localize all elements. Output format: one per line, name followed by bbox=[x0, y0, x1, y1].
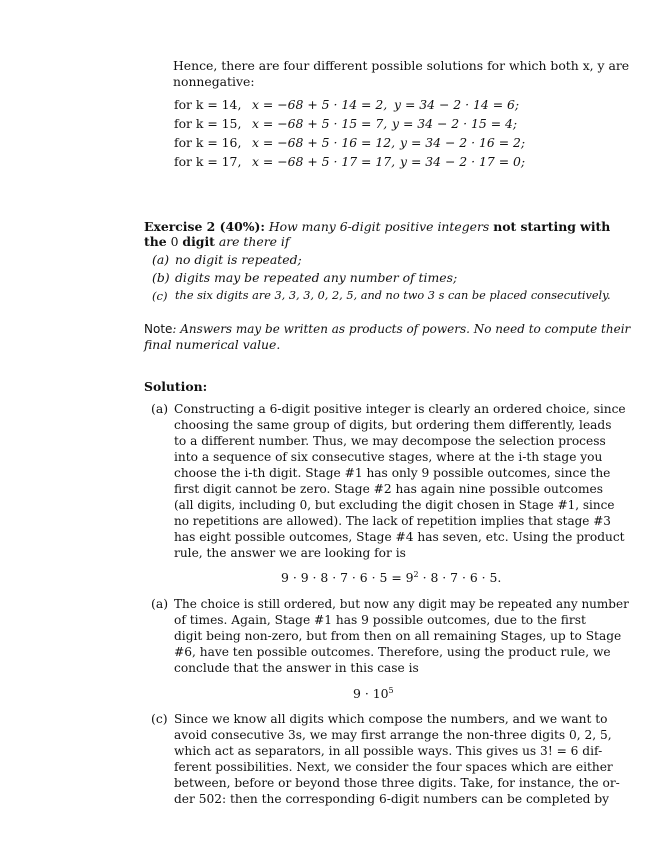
solution-c-line: der 502: then the corresponding 6-digit numbers can be completed by bbox=[174, 792, 610, 806]
note-line-1 bbox=[144, 321, 630, 337]
table-row-y: y = 34 − 2 · 15 = 4; bbox=[392, 116, 518, 131]
eq-a-exponent: 2 bbox=[413, 570, 419, 579]
intro-line-1: Hence, there are four different possible solutions for which both x, y are bbox=[173, 58, 630, 73]
solution-a-line: rule, the answer we are looking for is bbox=[174, 546, 406, 560]
intro-line-2: nonnegative: bbox=[173, 74, 255, 89]
exercise-label: Exercise 2 (40%): bbox=[144, 219, 265, 234]
table-row-y: y = 34 − 2 · 16 = 2; bbox=[400, 135, 526, 150]
solution-a-equation bbox=[281, 567, 501, 586]
table-row-for: for k = 16, bbox=[174, 135, 242, 150]
eq-b-exponent: 5 bbox=[388, 686, 394, 695]
solution-c-line: between, before or beyond those three digits. Take, for instance, the or- bbox=[174, 776, 620, 790]
note-text: : Answers may be written as products of powers. No need to compute their bbox=[172, 322, 631, 336]
solution-c-line: ferent possibilities. Next, we consider the four spaces which are either bbox=[174, 760, 613, 774]
solution-c-line: Since we know all digits which compose the numbers, and we want to bbox=[174, 712, 608, 726]
exercise-item-text: no digit is repeated; bbox=[175, 252, 302, 267]
solution-c-line: which act as separators, in all possible ways. This gives us 3! = 6 dif- bbox=[174, 744, 603, 758]
table-row-for: for k = 17, bbox=[174, 154, 242, 169]
exercise-question: How many 6-digit positive integers bbox=[268, 219, 490, 234]
exercise-question-tail: are there if bbox=[218, 234, 290, 249]
solution-a-line: no repetitions are allowed). The lack of repetition implies that stage #3 bbox=[174, 514, 611, 528]
solution-b-line: digit being non-zero, but from then on all remaining Stages, up to Stage bbox=[174, 629, 622, 643]
table-row-y: y = 34 − 2 · 17 = 0; bbox=[400, 154, 526, 169]
solution-b-line: conclude that the answer in this case is bbox=[174, 661, 419, 675]
solution-c-mark: (c) bbox=[151, 711, 168, 726]
exercise-prompt-line-1 bbox=[144, 219, 611, 235]
solution-b-line: The choice is still ordered, but now any digit may be repeated any number bbox=[174, 597, 629, 611]
solution-b-line: #6, have ten possible outcomes. Therefore, using the product rule, we bbox=[174, 645, 611, 659]
exercise-emphasis-the: the bbox=[144, 234, 167, 249]
table-row-x: x = −68 + 5 · 16 = 12, bbox=[252, 135, 396, 150]
solution-a-line: to a different number. Thus, we may decompose the selection process bbox=[174, 434, 606, 448]
solution-a-line: (all digits, including 0, but excluding the digit chosen in Stage #1, since bbox=[174, 498, 615, 512]
eq-a-left: 9 · 9 · 8 · 7 · 6 · 5 = 9 bbox=[281, 570, 414, 585]
solution-c-line: avoid consecutive 3s, we may first arrange the non-three digits 0, 2, 5, bbox=[174, 728, 612, 742]
solution-b-equation bbox=[353, 683, 394, 702]
note-label: Note bbox=[144, 322, 173, 336]
solution-b-mark: (a) bbox=[151, 596, 169, 611]
eq-a-right: · 8 · 7 · 6 · 5. bbox=[418, 570, 502, 585]
solution-a-line: into a sequence of six consecutive stages, where at the i-th stage you bbox=[174, 450, 603, 464]
exercise-item-text: digits may be repeated any number of times; bbox=[175, 270, 458, 285]
solution-a-line: choose the i-th digit. Stage #1 has only 9 possible outcomes, since the bbox=[174, 466, 611, 480]
table-row-x: x = −68 + 5 · 15 = 7, bbox=[252, 116, 388, 131]
solution-a-line: first digit cannot be zero. Stage #2 has again nine possible outcomes bbox=[174, 482, 603, 496]
exercise-item-mark: (b) bbox=[152, 270, 170, 285]
eq-b-left: 9 · 10 bbox=[353, 686, 389, 701]
exercise-emphasis-digit: digit bbox=[182, 234, 215, 249]
exercise-prompt-line-2 bbox=[144, 234, 289, 250]
table-row-y: y = 34 − 2 · 14 = 6; bbox=[394, 97, 520, 112]
table-row-for: for k = 15, bbox=[174, 116, 242, 131]
solution-a-line: has eight possible outcomes, Stage #4 has seven, etc. Using the product bbox=[174, 530, 625, 544]
exercise-emphasis: not starting with bbox=[493, 219, 611, 234]
note-line-2: final numerical value. bbox=[144, 337, 281, 352]
solution-a-mark: (a) bbox=[151, 401, 169, 416]
solution-heading: Solution: bbox=[144, 379, 208, 394]
solution-a-line: Constructing a 6-digit positive integer is clearly an ordered choice, since bbox=[174, 402, 626, 416]
exercise-zero: 0 bbox=[170, 234, 179, 249]
exercise-item-mark: (c) bbox=[152, 289, 168, 303]
solution-a-line: choosing the same group of digits, but ordering them differently, leads bbox=[174, 418, 612, 432]
exercise-item-text: the six digits are 3, 3, 3, 0, 2, 5, and no two 3 s can be placed consecutively. bbox=[175, 289, 611, 302]
table-row-x: x = −68 + 5 · 17 = 17, bbox=[252, 154, 396, 169]
exercise-item-mark: (a) bbox=[152, 252, 170, 267]
solution-b-line: of times. Again, Stage #1 has 9 possible outcomes, due to the first bbox=[174, 613, 586, 627]
table-row-for: for k = 14, bbox=[174, 97, 242, 112]
table-row-x: x = −68 + 5 · 14 = 2, bbox=[252, 97, 388, 112]
